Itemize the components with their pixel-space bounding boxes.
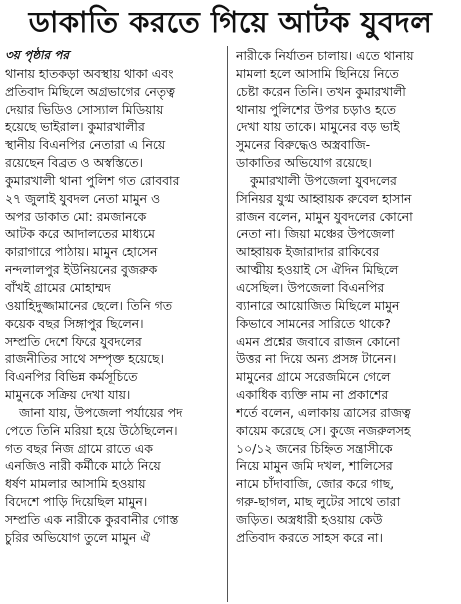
text-line: থানায় হাতকড়া অবস্থায় থাকা এবং bbox=[5, 65, 174, 81]
text-line: চেষ্টা করেন তিনি। তখন কুমারখালী bbox=[236, 83, 406, 99]
text-line: মামলা হলে আসামি ছিনিয়ে নিতে bbox=[236, 65, 399, 81]
text-line: আটক করে আদালতের মাধ্যমে bbox=[5, 226, 155, 242]
text-line: স্থানীয় বিএনপির নেতারা এ নিয়ে bbox=[5, 137, 166, 153]
text-line: পেতে তিনি মরিয়া হয়ে উঠেছিলেন। bbox=[5, 422, 178, 438]
text-line: কারাগারে পাঠায়। মামুন হোসেন bbox=[5, 244, 158, 260]
text-line: ওয়াহিদুজ্জামানের ছেলে। তিনি গত bbox=[5, 297, 173, 313]
text-line: ১০/১২ জনের চিহ্নিত সন্ত্রাসীকে bbox=[236, 440, 393, 456]
text-line: বিদেশে পাড়ি দিয়েছিল মামুন। bbox=[5, 494, 148, 510]
text-line: নারীকে নির্যাতন চালায়। এতে থানায় bbox=[236, 48, 414, 63]
text-line: রাজন বলেন, মামুন যুবদলের কোনো bbox=[236, 208, 413, 224]
text-line: সম্প্রতি দেশে ফিরে যুবদলের bbox=[5, 333, 142, 349]
text-line: একাধিক ব্যক্তি নাম না প্রকাশের bbox=[236, 387, 389, 403]
article-column-left bbox=[5, 47, 223, 603]
text-line: রাজনীতির সাথে সম্পৃক্ত হয়েছে। bbox=[5, 351, 164, 367]
headline: ডাকাতি করতে গিয়ে আটক যুবদল bbox=[28, 5, 433, 39]
text-line: নন্দলালপুর ইউনিয়নের বুজরুক bbox=[5, 262, 158, 278]
text-line: কয়েক বছর সিঙ্গাপুর ছিলেন। bbox=[5, 315, 144, 331]
continuation-kicker: ৩য় পৃষ্ঠার পর bbox=[5, 48, 70, 62]
text-line: প্রতিবাদ মিছিলে অগ্রভাগের নেতৃত্ব bbox=[5, 83, 175, 99]
text-line: দেয়ার ভিডিও সোস্যাল মিডিয়ায় bbox=[5, 101, 164, 117]
article-column-right bbox=[236, 47, 455, 603]
text-line: সম্প্রতি এক নারীকে কুরবানীর গোস্ত bbox=[5, 511, 179, 527]
text-line: এসেছিল। উপজেলা বিএনপির bbox=[236, 279, 385, 295]
text-line: এনজিও নারী কর্মীকে মাঠে নিয়ে bbox=[5, 458, 161, 474]
text-line: দেখা যায় তাকে। মামুনের বড় ভাই bbox=[236, 119, 400, 135]
text-line: বাঁখই গ্রামের মোহাম্মদ bbox=[5, 279, 111, 295]
text-line: কায়েম করেছে সে। কুজে নজরুলসহ bbox=[236, 422, 411, 438]
text-line: চুরির অভিযোগ তুলে মামুন ঐ bbox=[5, 529, 151, 545]
text-line: জড়িত। অস্ত্রধারী হওয়ায় কেউ bbox=[236, 511, 383, 527]
text-line: বিএনপির বিভিন্ন কর্মসূচিতে bbox=[5, 369, 138, 385]
text-line: উত্তর না দিয়ে অন্য প্রসঙ্গ টানেন। bbox=[236, 351, 397, 367]
text-line: কিভাবে সামনের সারিতে থাকে? bbox=[236, 315, 391, 331]
left-column-text bbox=[5, 65, 223, 547]
text-line: শর্তে বলেন, এলাকায় ত্রাসের রাজত্ব bbox=[236, 404, 411, 420]
text-line: প্রতিবাদ করতে সাহস করে না। bbox=[236, 529, 383, 545]
text-line: অপর ডাকাত মো: রমজানকে bbox=[5, 208, 147, 224]
text-line: রয়েছেন বিব্রত ও অস্বস্তিতে। bbox=[5, 155, 143, 171]
text-line: মামুনকে সক্রিয় দেখা যায়। bbox=[5, 387, 131, 403]
text-line: ২৭ জুলাই যুবদল নেতা মামুন ও bbox=[5, 190, 161, 206]
text-line: ধর্ষণ মামলার আসামি হওয়ায় bbox=[5, 476, 146, 492]
text-line: ডাকাতির অভিযোগ রয়েছে। bbox=[236, 155, 372, 171]
text-line: সিনিয়র যুগ্ম আহ্বায়ক রুবেল হাসান bbox=[236, 190, 412, 206]
text-line: আহ্বায়ক ইজারাদার রাকিবের bbox=[236, 244, 380, 260]
text-line: ব্যানারে আয়োজিত মিছিলে মামুন bbox=[236, 297, 400, 313]
text-line: থানায় পুলিশের উপর চড়াও হতে bbox=[236, 101, 396, 117]
text-line: নেতা না। জিয়া মঞ্চের উপজেলা bbox=[236, 226, 395, 242]
text-line: জানা যায়, উপজেলা পর্যায়ের পদ bbox=[19, 404, 183, 420]
text-line: মামুনের গ্রামে সরেজমিনে গেলে bbox=[236, 369, 391, 385]
text-line: গত বছর নিজ গ্রামে রাতে এক bbox=[5, 440, 153, 456]
text-line: নিয়ে মামুন জমি দখল, শালিসের bbox=[236, 458, 393, 474]
text-line: গরু-ছাগল, মাছ লুটের সাথে তারা bbox=[236, 494, 401, 510]
text-line: কুমারখালী উপজেলা যুবদলের bbox=[250, 172, 397, 188]
column-divider bbox=[227, 46, 228, 602]
text-line: নামে চাঁদাবাজি, জোর করে গাছ, bbox=[236, 476, 395, 492]
right-column-text bbox=[236, 47, 455, 547]
text-line: কুমারখালী থানা পুলিশ গত রোববার bbox=[5, 172, 180, 188]
text-line: এমন প্রশ্নের জবাবে রাজন কোনো bbox=[236, 333, 400, 349]
text-line: সুমনের বিরুদ্ধেও অস্ত্রবাজি- bbox=[236, 137, 371, 153]
text-line: হয়েছে ভাইরাল। কুমারখালীর bbox=[5, 119, 145, 135]
text-line: আত্মীয় হওয়াই সে ঐদিন মিছিলে bbox=[236, 262, 399, 278]
